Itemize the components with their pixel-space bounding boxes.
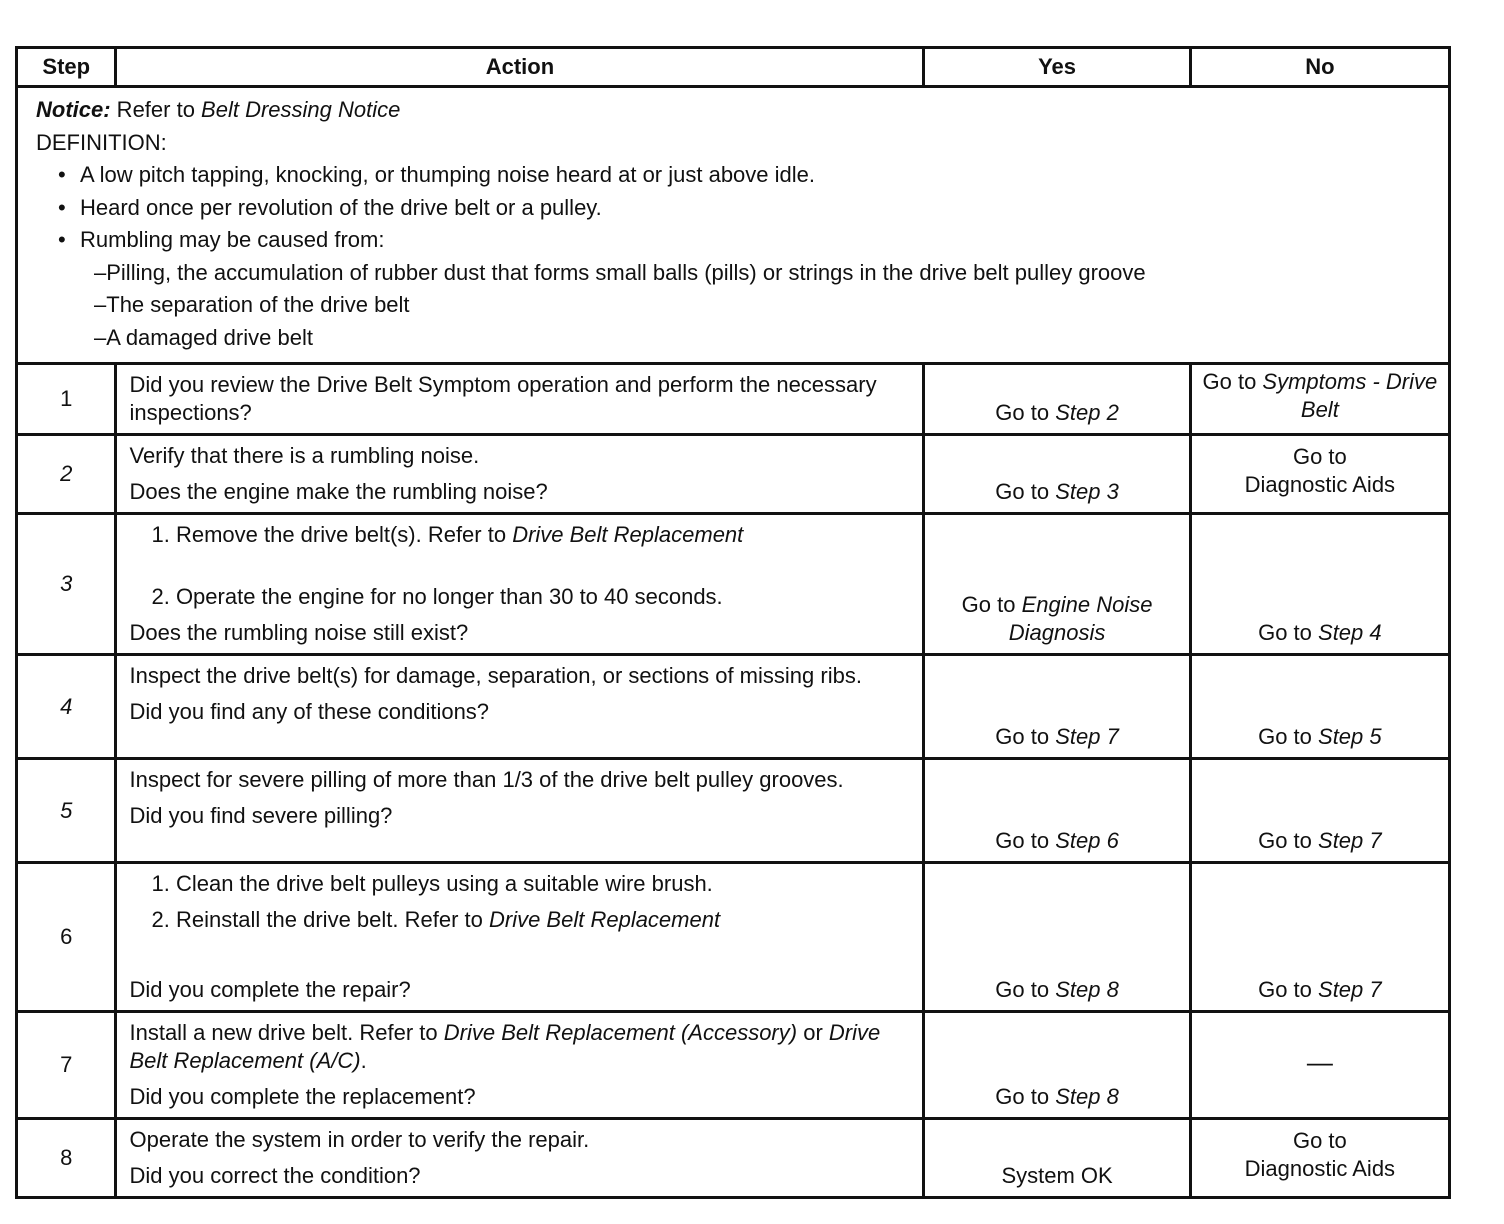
yes-cell: Go to Step 6 — [924, 759, 1190, 863]
definition-bullet: • Rumbling may be caused from: — [58, 224, 1430, 257]
header-no: No — [1190, 48, 1449, 87]
no-cell: Go to Step 5 — [1190, 655, 1449, 759]
notice-line — [36, 94, 1430, 127]
intro-cell — [17, 87, 1450, 364]
no-cell: — — [1190, 1012, 1449, 1119]
step-number: 7 — [17, 1012, 116, 1119]
step-number: 1 — [17, 364, 116, 435]
yes-cell: Go to Step 8 — [924, 863, 1190, 1012]
table-row — [17, 1119, 1450, 1198]
yes-cell: System OK — [924, 1119, 1190, 1198]
action-cell: Operate the system in order to verify the repair. Did you correct the condition? — [116, 1119, 924, 1198]
step-number: 6 — [17, 863, 116, 1012]
no-cell: Go to Step 7 — [1190, 759, 1449, 863]
header-yes: Yes — [924, 48, 1190, 87]
action-cell: Install a new drive belt. Refer to Drive Belt Replacement (Accessory) or Drive Belt Replacement (A/C). Did you complete the replacement? — [116, 1012, 924, 1119]
step-number: 5 — [17, 759, 116, 863]
yes-cell: Go to Step 7 — [924, 655, 1190, 759]
cause-item: – Pilling, the accumulation of rubber dust that forms small balls (pills) or strings in the drive belt pulley groove — [58, 257, 1430, 290]
header-step: Step — [17, 48, 116, 87]
intro-row — [17, 87, 1450, 364]
table-row — [17, 1012, 1450, 1119]
step-number: 2 — [17, 435, 116, 514]
no-cell: Go to Step 7 — [1190, 863, 1449, 1012]
no-cell: Go to Step 4 — [1190, 514, 1449, 655]
header-row — [17, 48, 1450, 87]
diagnostic-table — [15, 46, 1451, 1199]
no-cell: Go to Symptoms - Drive Belt — [1190, 364, 1449, 435]
no-cell: Go to Diagnostic Aids — [1190, 435, 1449, 514]
step-number: 3 — [17, 514, 116, 655]
action-cell: Verify that there is a rumbling noise. Does the engine make the rumbling noise? — [116, 435, 924, 514]
yes-cell: Go to Step 8 — [924, 1012, 1190, 1119]
yes-cell: Go to Step 3 — [924, 435, 1190, 514]
table-row — [17, 514, 1450, 655]
step-number: 8 — [17, 1119, 116, 1198]
no-cell: Go to Diagnostic Aids — [1190, 1119, 1449, 1198]
notice-text: Refer to — [110, 97, 202, 122]
yes-cell: Go to Engine Noise Diagnosis — [924, 514, 1190, 655]
table-row — [17, 863, 1450, 1012]
table-row — [17, 655, 1450, 759]
action-cell: Did you review the Drive Belt Symptom operation and perform the necessary inspections? — [116, 364, 924, 435]
table-row — [17, 759, 1450, 863]
table-row — [17, 364, 1450, 435]
table-row — [17, 435, 1450, 514]
definition-bullet: • A low pitch tapping, knocking, or thumping noise heard at or just above idle. — [58, 159, 1430, 192]
action-cell: Inspect for severe pilling of more than 1/3 of the drive belt pulley grooves. Did you find severe pilling? — [116, 759, 924, 863]
action-cell: 1. Clean the drive belt pulleys using a suitable wire brush. 2. Reinstall the drive belt. Refer to Drive Belt Replacement Did you complete the repair? — [116, 863, 924, 1012]
cause-item: – A damaged drive belt — [58, 322, 1430, 355]
cause-item: – The separation of the drive belt — [58, 289, 1430, 322]
notice-label: Notice: — [36, 97, 111, 122]
action-cell: Inspect the drive belt(s) for damage, separation, or sections of missing ribs. Did you find any of these conditions? — [116, 655, 924, 759]
step-number: 4 — [17, 655, 116, 759]
yes-cell: Go to Step 2 — [924, 364, 1190, 435]
header-action: Action — [116, 48, 924, 87]
definition-bullet: • Heard once per revolution of the drive belt or a pulley. — [58, 192, 1430, 225]
definition-list — [36, 159, 1430, 354]
action-cell: 1. Remove the drive belt(s). Refer to Drive Belt Replacement 2. Operate the engine for no longer than 30 to 40 seconds. Does the rumbling noise still exist? — [116, 514, 924, 655]
notice-ref: Belt Dressing Notice — [201, 97, 401, 122]
definition-heading: DEFINITION: — [36, 129, 167, 155]
